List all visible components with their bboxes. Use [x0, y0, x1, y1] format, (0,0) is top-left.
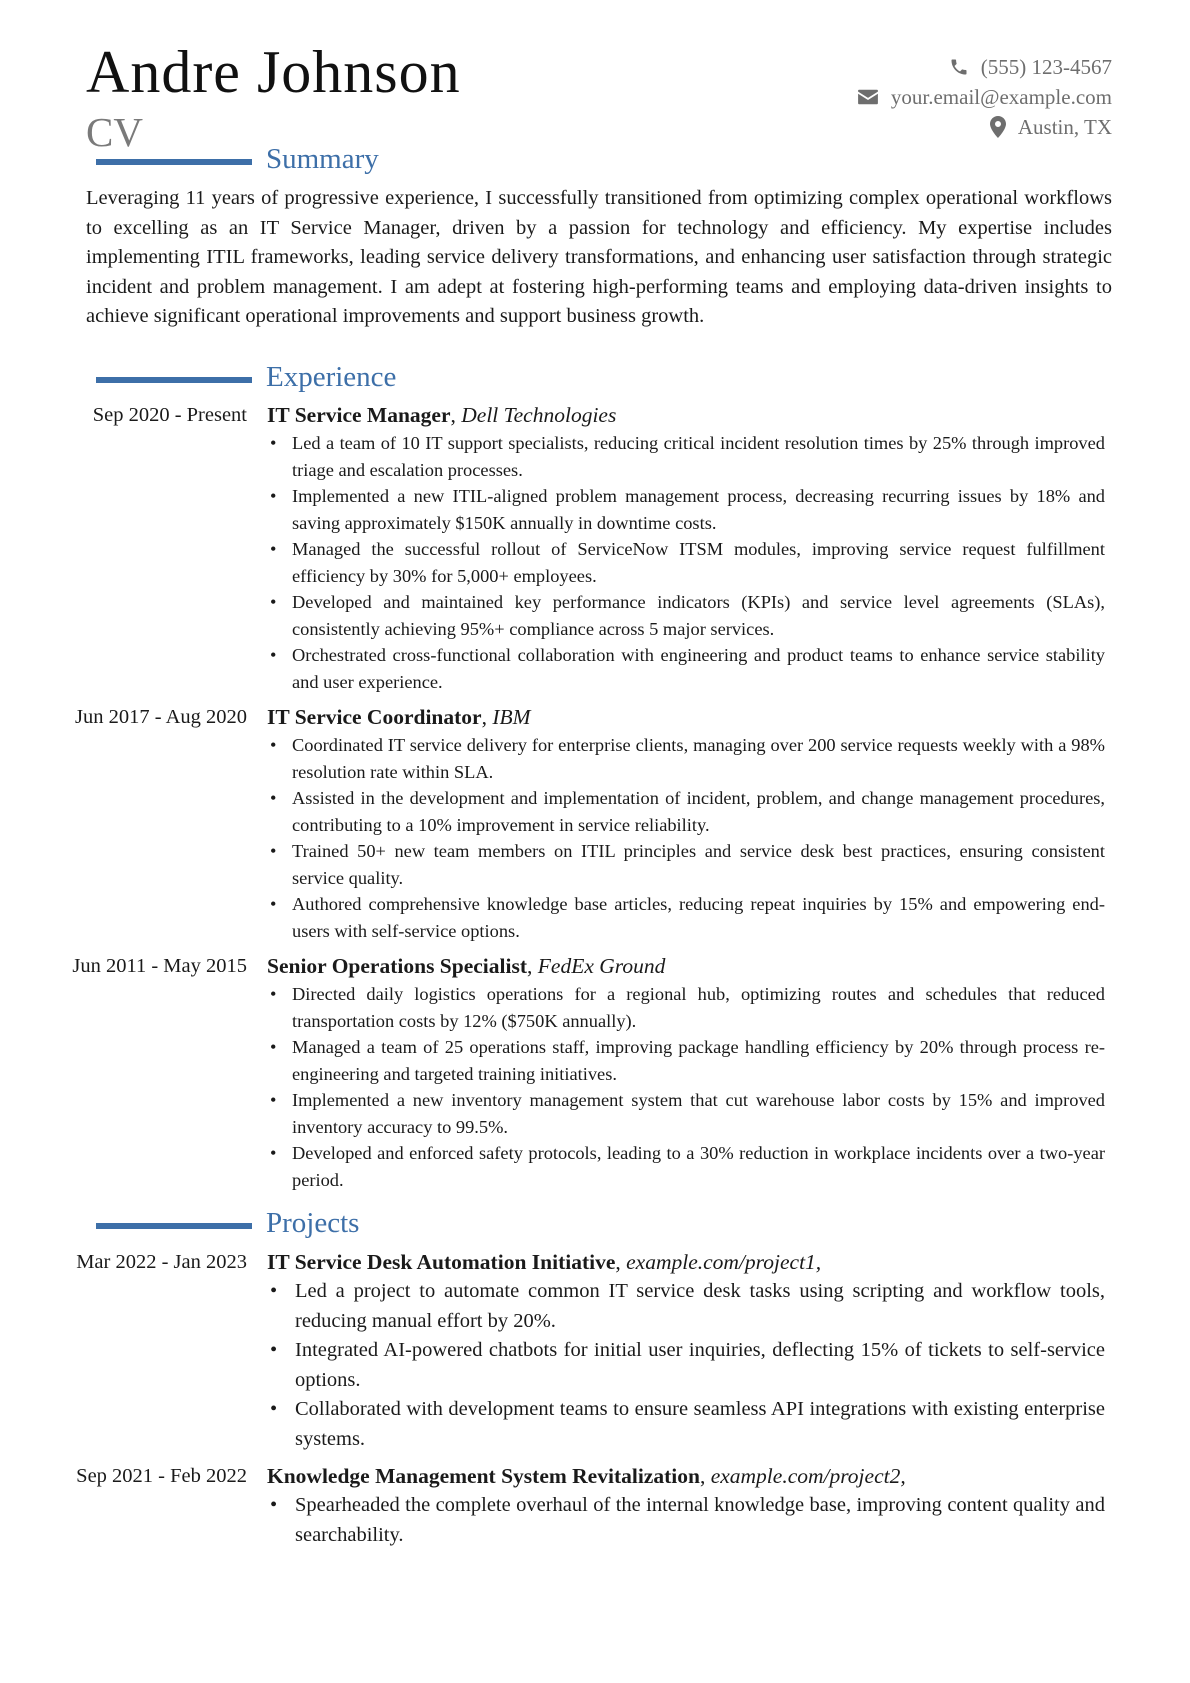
entry-body — [267, 401, 1105, 695]
summary-text: Leveraging 11 years of progressive experience, I successfully transitioned from optimizing complex operational workflows to excelling as an IT Service Manager, driven by a passion for technology and efficiency. My expertise includes implementing ITIL frameworks, leading service delivery transformations, and enhancing user satisfaction through strategic incident and problem management. I am adept at fostering high-performing teams and employing data-driven insights to achieve significant operational improvements and support business growth. — [86, 187, 1112, 327]
section-summary-heading — [96, 144, 1096, 174]
bullet-item: • Authored comprehensive knowledge base articles, reducing repeat inquiries by 15% and empowering end-users with self-service options. — [267, 891, 1105, 944]
bullet-item: • Trained 50+ new team members on ITIL principles and service desk best practices, ensuring consistent service quality. — [267, 838, 1105, 891]
entry-body — [267, 703, 1105, 944]
contact-location — [857, 112, 1112, 142]
bullet-item: • Collaborated with development teams to ensure seamless API integrations with existing enterprise systems. — [267, 1395, 1105, 1454]
entry-heading: IT Service Coordinator, IBM — [267, 705, 531, 729]
bullet-item: • Implemented a new ITIL-aligned problem management process, decreasing recurring issues by 18% and saving approximately $150K annually in downtime costs. — [267, 483, 1105, 536]
section-accent-bar — [96, 377, 252, 383]
entry-heading: Knowledge Management System Revitalization, example.com/project2, — [267, 1464, 906, 1488]
entry-date: Jun 2011 - May 2015 — [72, 955, 247, 977]
bullet-item: • Spearheaded the complete overhaul of the internal knowledge base, improving content quality and searchability. — [267, 1491, 1105, 1550]
envelope-icon — [857, 88, 879, 106]
document-subtitle: CV — [86, 109, 143, 155]
project-name: IT Service Desk Automation Initiative — [267, 1250, 616, 1274]
bullet-list — [267, 1491, 1105, 1550]
entry-date: Mar 2022 - Jan 2023 — [76, 1251, 247, 1273]
job-title: IT Service Coordinator — [267, 705, 482, 729]
entry-body — [267, 1248, 1105, 1454]
bullet-list — [267, 732, 1105, 944]
bullet-item: • Coordinated IT service delivery for enterprise clients, managing over 200 service requests weekly with a 98% resolution rate within SLA. — [267, 732, 1105, 785]
project-name: Knowledge Management System Revitalization — [267, 1464, 700, 1488]
job-title: Senior Operations Specialist — [267, 954, 528, 978]
contact-email — [857, 82, 1112, 112]
bullet-list — [267, 981, 1105, 1193]
bullet-item: • Assisted in the development and implementation of incident, problem, and change management procedures, contributing to a 10% improvement in service reliability. — [267, 785, 1105, 838]
section-accent-bar — [96, 159, 252, 165]
section-experience-heading — [96, 362, 1096, 392]
bullet-item: • Integrated AI-powered chatbots for initial user inquiries, deflecting 15% of tickets to self-service options. — [267, 1336, 1105, 1395]
entry-body — [267, 1462, 1105, 1550]
entry-date: Jun 2017 - Aug 2020 — [75, 706, 247, 728]
section-accent-bar — [96, 1223, 252, 1229]
bullet-item: • Implemented a new inventory management system that cut warehouse labor costs by 15% and improved inventory accuracy to 99.5%. — [267, 1087, 1105, 1140]
project-link[interactable]: example.com/project1, — [626, 1250, 822, 1274]
bullet-item: • Directed daily logistics operations for a regional hub, optimizing routes and schedules that reduced transportation costs by 12% ($750K annually). — [267, 981, 1105, 1034]
location-text: Austin, TX — [1017, 114, 1112, 139]
bullet-list — [267, 1277, 1105, 1454]
bullet-item: • Managed the successful rollout of ServiceNow ITSM modules, improving service request fulfillment efficiency by 30% for 5,000+ employees. — [267, 536, 1105, 589]
bullet-item: • Developed and maintained key performance indicators (KPIs) and service level agreements (SLAs), consistently achieving 95%+ compliance across 5 major services. — [267, 589, 1105, 642]
phone-text[interactable]: (555) 123-4567 — [980, 54, 1112, 79]
email-link[interactable]: your.email@example.com — [890, 84, 1112, 109]
employer: Dell Technologies — [461, 403, 617, 427]
contact-block — [857, 52, 1112, 142]
entry-body — [267, 952, 1105, 1193]
job-title: IT Service Manager — [267, 403, 451, 427]
phone-icon — [949, 57, 969, 77]
section-title: Summary — [266, 143, 379, 175]
bullet-item: • Led a team of 10 IT support specialists, reducing critical incident resolution times by 25% through improved triage and escalation processes. — [267, 430, 1105, 483]
candidate-name: Andre Johnson — [86, 39, 461, 105]
project-link[interactable]: example.com/project2, — [710, 1464, 906, 1488]
employer: FedEx Ground — [537, 954, 666, 978]
section-projects-heading — [96, 1208, 1096, 1238]
entry-heading: Senior Operations Specialist, FedEx Ground — [267, 954, 666, 978]
entry-heading: IT Service Manager, Dell Technologies — [267, 403, 617, 427]
employer: IBM — [492, 705, 531, 729]
bullet-item: • Orchestrated cross-functional collaboration with engineering and product teams to enhance service stability and user experience. — [267, 642, 1105, 695]
bullet-list — [267, 430, 1105, 695]
entry-date: Sep 2020 - Present — [92, 404, 247, 426]
bullet-item: • Led a project to automate common IT service desk tasks using scripting and workflow tools, reducing manual effort by 20%. — [267, 1277, 1105, 1336]
entry-date: Sep 2021 - Feb 2022 — [76, 1465, 247, 1487]
bullet-item: • Managed a team of 25 operations staff, improving package handling efficiency by 20% through process re-engineering and targeted training initiatives. — [267, 1034, 1105, 1087]
bullet-item: • Developed and enforced safety protocols, leading to a 30% reduction in workplace incidents over a two-year period. — [267, 1140, 1105, 1193]
section-title: Projects — [266, 1207, 360, 1239]
contact-phone — [857, 52, 1112, 82]
section-title: Experience — [266, 361, 397, 393]
map-pin-icon — [990, 116, 1006, 138]
entry-heading: IT Service Desk Automation Initiative, example.com/project1, — [267, 1250, 822, 1274]
